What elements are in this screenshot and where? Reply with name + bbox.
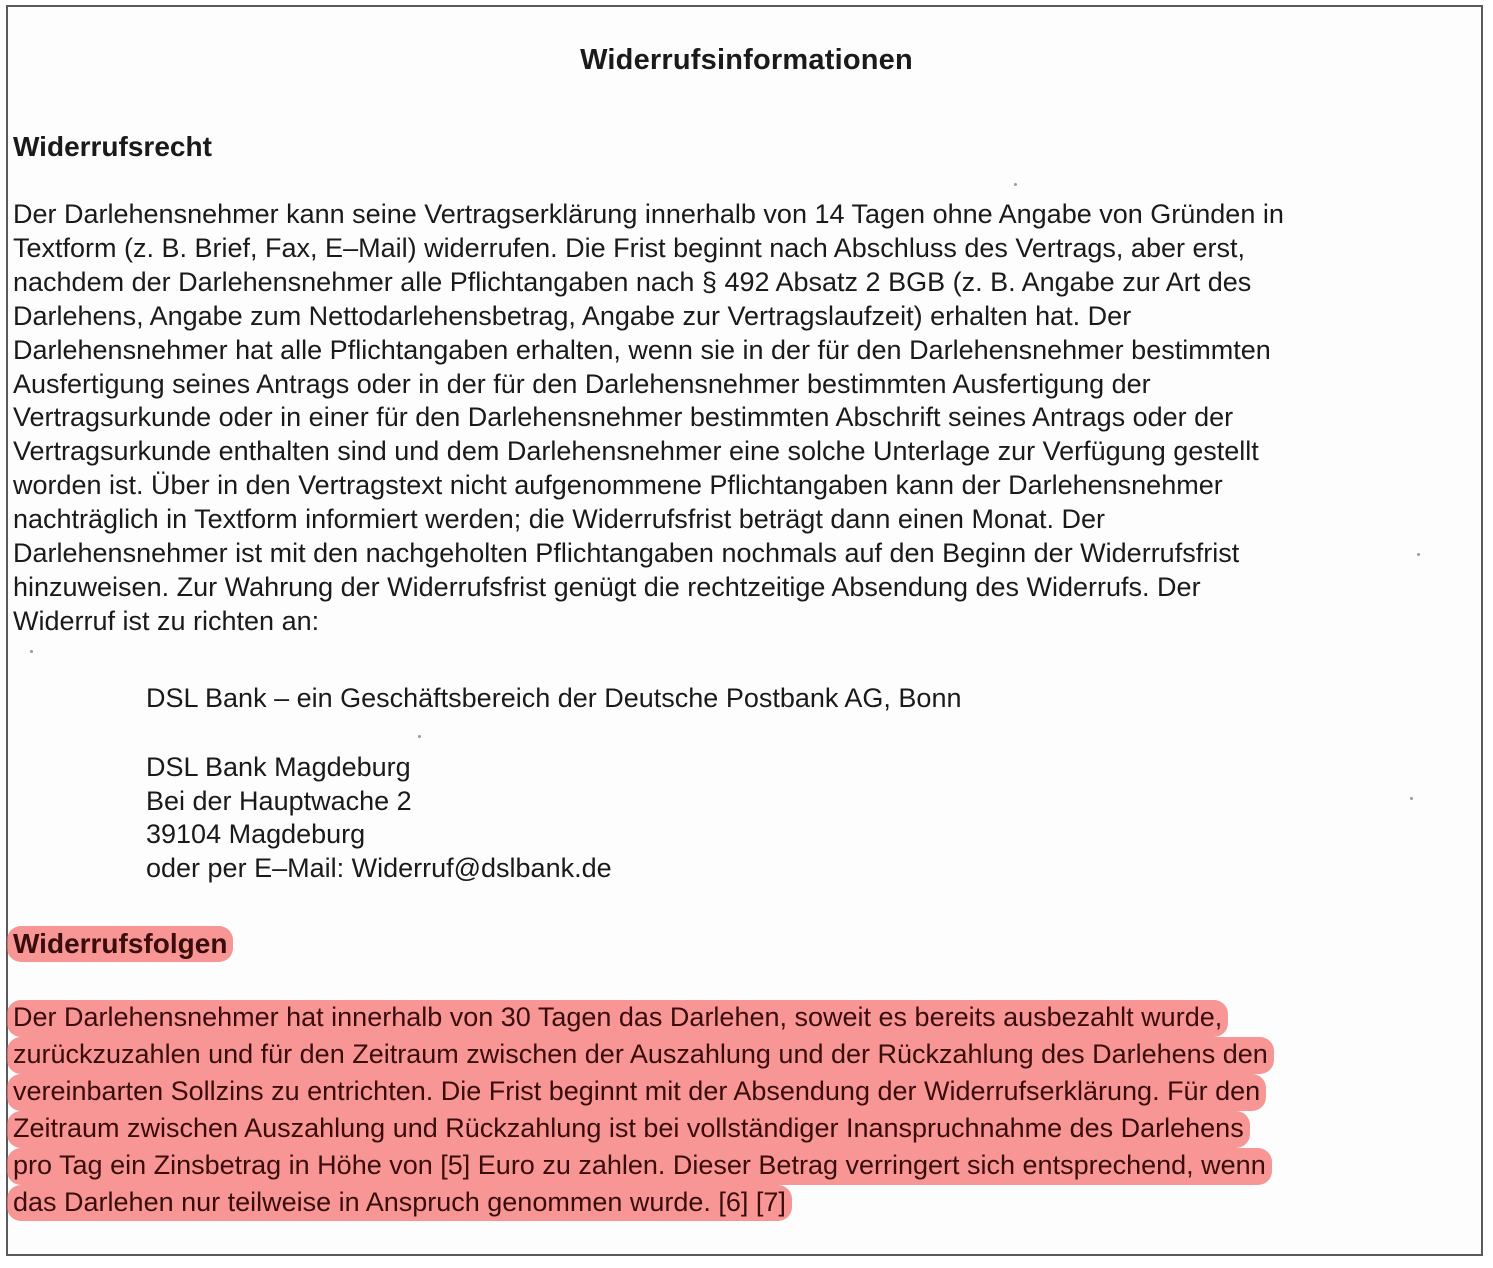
address-line: DSL Bank Magdeburg: [146, 752, 411, 782]
text-line: [13, 1000, 1274, 1037]
text-line: Darlehens, Angabe zum Nettodarlehensbetrag, Angabe zur Vertragslaufzeit) erhalten hat. Der: [13, 300, 1132, 331]
address-line: 39104 Magdeburg: [146, 819, 366, 849]
document-title: Widerrufsinformationen: [580, 44, 913, 76]
text-line: Vertragsurkunde enthalten sind und dem Darlehensnehmer eine solche Unterlage zur Verfügung gestellt: [13, 436, 1259, 467]
address-bank-name: DSL Bank – ein Geschäftsbereich der Deutsche Postbank AG, Bonn: [146, 683, 962, 713]
scan-speck: [1417, 553, 1420, 556]
scan-speck: [1410, 797, 1413, 800]
paragraph-widerrufsrecht: [13, 198, 1284, 639]
address-line: Bei der Hauptwache 2: [146, 785, 412, 816]
text-line: [13, 1185, 1274, 1222]
text-line: nachträglich in Textform informiert werden; die Widerrufsfrist beträgt dann einen Monat. Der: [13, 504, 1105, 535]
address-block: [146, 751, 612, 885]
text-line: [13, 1074, 1274, 1111]
text-line: [13, 1037, 1274, 1074]
text-line: nachdem der Darlehensnehmer alle Pflichtangaben nach § 492 Absatz 2 BGB (z. B. Angabe zur Art des: [13, 266, 1252, 297]
heading-widerrufsrecht: Widerrufsrecht: [13, 131, 212, 162]
address-line: oder per E–Mail: Widerruf@dslbank.de: [146, 852, 612, 883]
text-line: [13, 1148, 1274, 1185]
heading-widerrufsfolgen: [13, 928, 233, 960]
text-line: Vertragsurkunde oder in einer für den Darlehensnehmer bestimmten Abschrift seines Antrags oder der: [13, 402, 1234, 433]
text-line: Textform (z. B. Brief, Fax, E–Mail) widerrufen. Die Frist beginnt nach Abschluss des Vertrags, aber erst,: [13, 232, 1245, 263]
scan-speck: [30, 650, 33, 653]
paragraph-widerrufsfolgen: [13, 1000, 1274, 1221]
text-line: Darlehensnehmer hat alle Pflichtangaben erhalten, wenn sie in der für den Darlehensnehmer bestimmten: [13, 334, 1271, 365]
scan-speck: [1014, 183, 1017, 186]
highlight-mark: Widerrufsfolgen: [7, 926, 233, 962]
highlight-mark: zurückzuzahlen und für den Zeitraum zwischen der Auszahlung und der Rückzahlung des Darlehens den: [7, 1037, 1274, 1074]
text-line: Darlehensnehmer ist mit den nachgeholten Pflichtangaben nochmals auf den Beginn der Widerrufsfrist: [13, 538, 1240, 569]
text-line: Widerruf ist zu richten an:: [13, 605, 320, 636]
highlight-mark: Zeitraum zwischen Auszahlung und Rückzahlung ist bei vollständiger Inanspruchnahme des Darlehens: [7, 1111, 1250, 1148]
text-line: Ausfertigung seines Antrags oder in der für den Darlehensnehmer bestimmten Ausfertigung der: [13, 368, 1151, 399]
text-line: hinzuweisen. Zur Wahrung der Widerrufsfrist genügt die rechtzeitige Absendung des Widerrufs. Der: [13, 571, 1201, 602]
highlight-mark: Der Darlehensnehmer hat innerhalb von 30 Tagen das Darlehen, soweit es bereits ausbezahlt wurde,: [7, 1000, 1228, 1037]
highlight-mark: das Darlehen nur teilweise in Anspruch genommen wurde. [6] [7]: [7, 1185, 792, 1222]
highlight-mark: vereinbarten Sollzins zu entrichten. Die Frist beginnt mit der Absendung der Widerrufserklärung. Für den: [7, 1074, 1266, 1111]
text-line: [13, 1111, 1274, 1148]
highlight-mark: pro Tag ein Zinsbetrag in Höhe von [5] Euro zu zahlen. Dieser Betrag verringert sich entsprechend, wenn: [7, 1148, 1272, 1185]
scan-speck: [418, 735, 421, 738]
text-line: Der Darlehensnehmer kann seine Vertragserklärung innerhalb von 14 Tagen ohne Angabe von Gründen in: [13, 199, 1284, 229]
text-line: worden ist. Über in den Vertragstext nicht aufgenommene Pflichtangaben kann der Darlehensnehmer: [13, 470, 1223, 501]
